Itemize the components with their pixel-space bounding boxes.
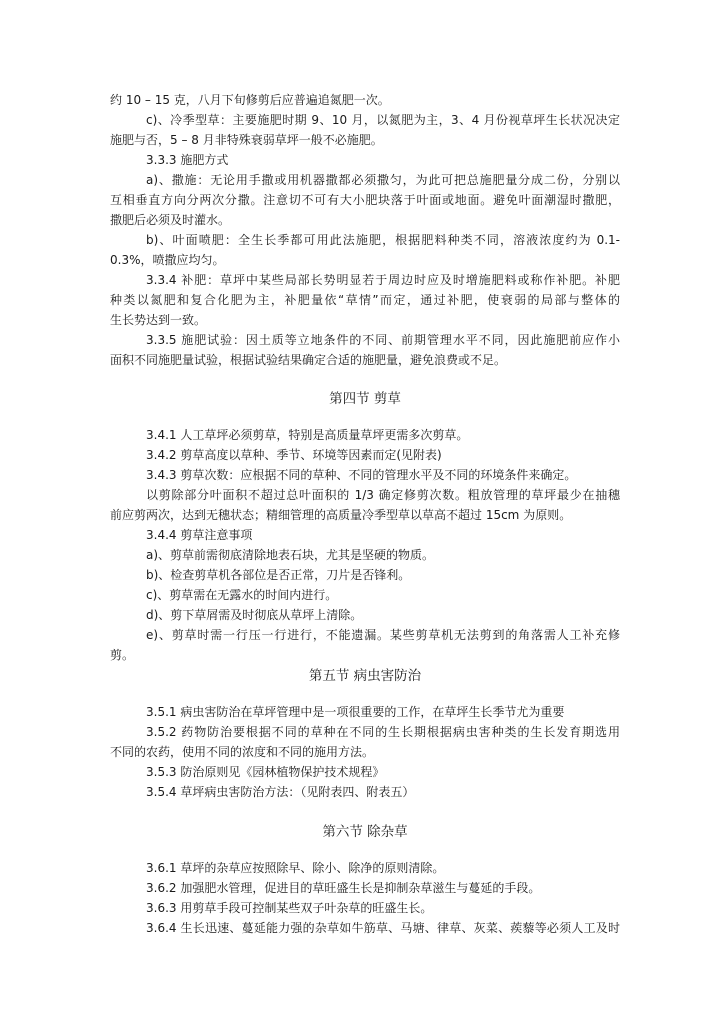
text-line: 0.3%，喷撒应均匀。 — [110, 253, 225, 267]
text-line: 3.5.3 防治原则见《园林植物保护技术规程》 — [146, 765, 385, 779]
text-line: 种类以氮肥和复合化肥为主，补肥量依“草情”而定，通过补肥，使衰弱的局部与整体的 — [110, 293, 620, 307]
text-line: 面积不同施肥量试验，根据试验结果确定合适的施肥量，避免浪费或不足。 — [110, 353, 507, 367]
text-line: 3.6.3 用剪草手段可控制某些双子叶杂草的旺盛生长。 — [146, 901, 433, 915]
text-line: b)、检查剪草机各部位是否正常，刀片是否锋利。 — [146, 568, 411, 582]
text-line: 3.4.3 剪草次数：应根据不同的草种、不同的管理水平及不同的环境条件来确定。 — [146, 468, 577, 482]
text-line: 3.4.1 人工草坪必须剪草，特别是高质量草坪更需多次剪草。 — [146, 428, 469, 442]
text-line: 以剪除部分叶面积不超过总叶面积的 1/3 确定修剪次数。粗放管理的草坪最少在抽穗 — [146, 488, 620, 502]
text-line: a)、剪草前需彻底清除地表石块，尤其是坚硬的物质。 — [146, 548, 435, 562]
text-line: c)、剪草需在无露水的时间内进行。 — [146, 588, 338, 602]
text-line: 不同的农药，使用不同的浓度和不同的施用方法。 — [110, 745, 375, 759]
text-line: 3.6.4 生长迅速、蔓延能力强的杂草如牛筋草、马塘、律草、灰菜、蒺藜等必须人工及时 — [146, 921, 620, 935]
text-line: 剪。 — [110, 648, 135, 662]
text-line: d)、剪下草屑需及时彻底从草坪上清除。 — [146, 608, 363, 622]
text-line: 前应剪两次，达到无穗状态；精细管理的高质量冷季型草以草高不超过 15cm 为原则。 — [110, 508, 572, 522]
section-heading: 第五节 病虫害防治 — [308, 668, 422, 684]
text-line: 约 10 – 15 克，八月下旬修剪后应普遍追氮肥一次。 — [110, 93, 390, 107]
text-line: 撒肥后必须及时灌水。 — [110, 213, 231, 227]
text-line: 3.5.1 病虫害防治在草坪管理中是一项很重要的工作，在草坪生长季节尤为重要 — [146, 705, 565, 719]
text-line: 施肥与否，5 – 8 月非特殊衰弱草坪一般不必施肥。 — [110, 133, 383, 147]
text-line: b)、叶面喷肥：全生长季都可用此法施肥，根据肥料种类不同，溶液浓度约为 0.1- — [146, 233, 620, 247]
text-line: 3.6.2 加强肥水管理，促进目的草旺盛生长是抑制杂草滋生与蔓延的手段。 — [146, 881, 541, 895]
text-line: a)、撒施：无论用手撒或用机器撒都必须撒匀，为此可把总施肥量分成二份，分别以 — [146, 173, 620, 187]
text-line: 3.6.1 草坪的杂草应按照除早、除小、除净的原则清除。 — [146, 861, 445, 875]
text-line: 生长势达到一致。 — [110, 313, 207, 327]
section-heading: 第六节 除杂草 — [322, 824, 408, 840]
text-line: e)、剪草时需一行压一行进行，不能遗漏。某些剪草机无法剪到的角落需人工补充修 — [146, 628, 620, 642]
text-line: 3.4.4 剪草注意事项 — [146, 528, 253, 542]
text-line: 3.3.5 施肥试验：因土质等立地条件的不同、前期管理水平不同，因此施肥前应作小 — [146, 333, 620, 347]
text-line: 互相垂直方向分两次分撒。注意切不可有大小肥块落于叶面或地面。避免叶面潮湿时撒肥， — [110, 193, 620, 207]
text-line: 3.3.4 补肥：草坪中某些局部长势明显若于周边时应及时增施肥料或称作补肥。补肥 — [146, 273, 620, 287]
section-heading: 第四节 剪草 — [329, 391, 401, 407]
subsection-heading: 3.3.3 施肥方式 — [146, 153, 229, 167]
text-line: 3.5.2 药物防治要根据不同的草种在不同的生长期根据病虫害种类的生长发育期选用 — [146, 725, 620, 739]
text-line: 3.4.2 剪草高度以草种、季节、环境等因素而定(见附表) — [146, 448, 442, 462]
text-line: c)、冷季型草：主要施肥时期 9、10 月，以氮肥为主，3、4 月份视草坪生长状况决定 — [146, 113, 620, 127]
text-line: 3.5.4 草坪病虫害防治方法：（见附表四、附表五） — [146, 785, 415, 799]
